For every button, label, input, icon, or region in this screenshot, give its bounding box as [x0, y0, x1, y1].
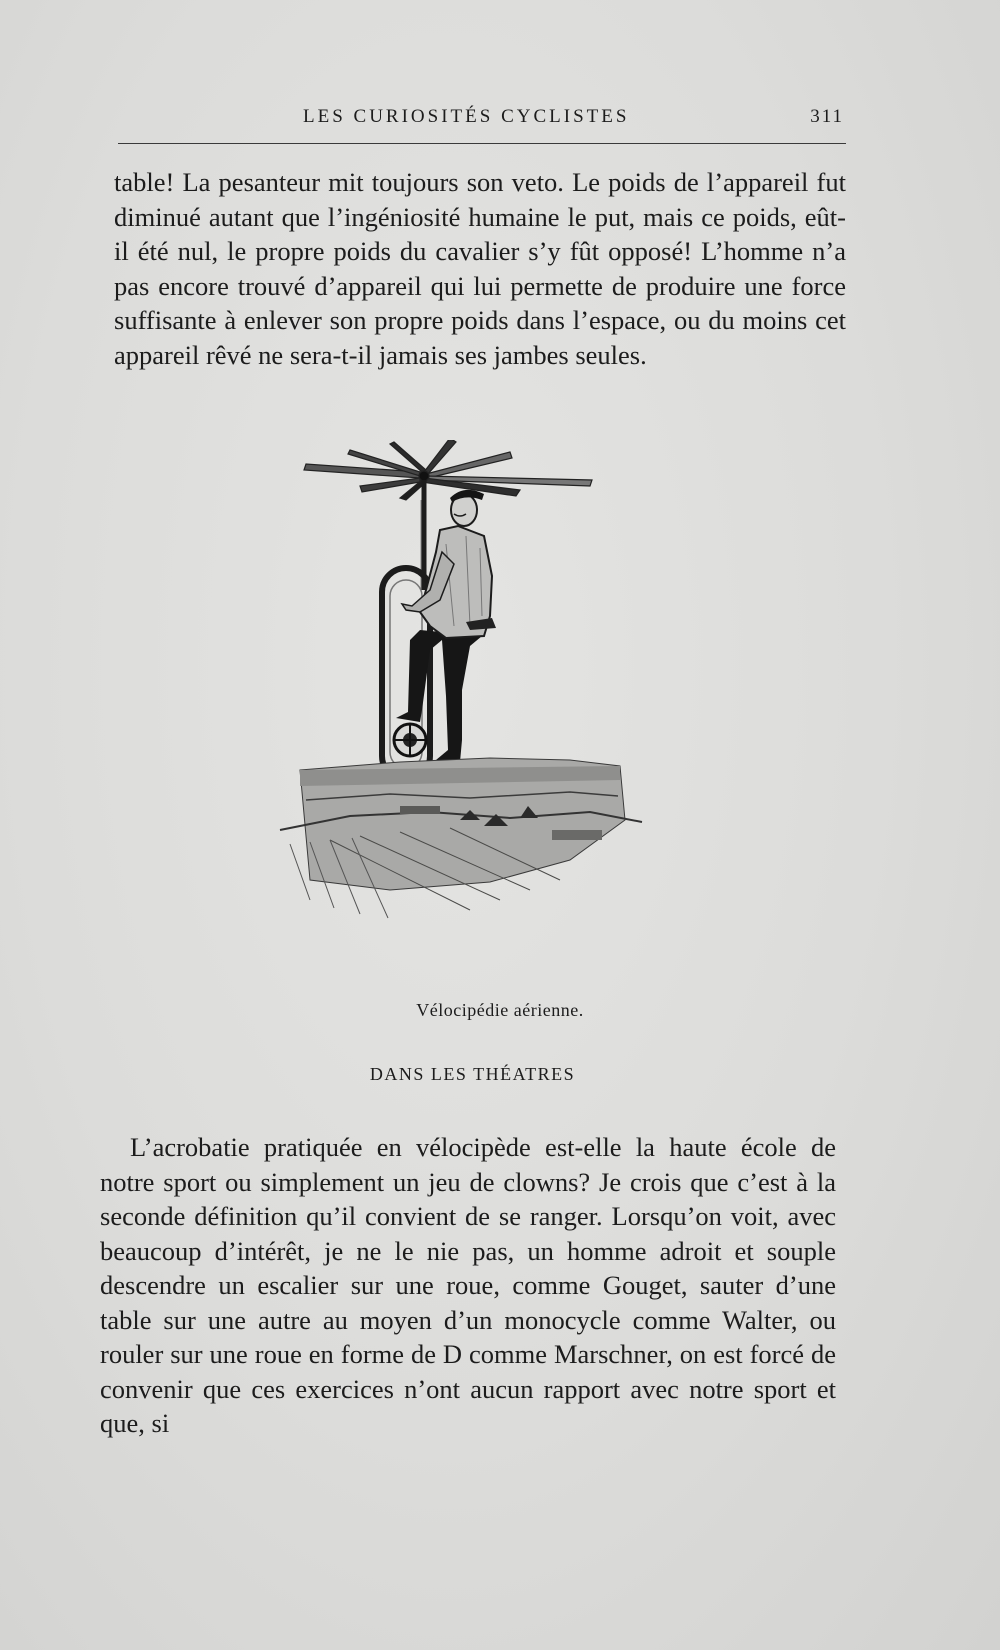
landscape-terrain [280, 758, 642, 918]
figure-caption: Vélocipédie aérienne. [416, 1000, 584, 1020]
rider-head [450, 490, 484, 526]
paragraph-continued: table! La pesanteur mit toujours son veto. Le poids de l’appareil fut diminué autant que l’ingéniosité humaine le put, mais ce poids, eût-il été nul, le propre poids du cavalier s’y fût opposé! L’homme n’a pas encore trouvé d’appareil qui lui permette de produire une force suffisante à enlever son propre poids dans l’espace, ou du moins cet appareil rêvé ne sera-t-il jamais ses jambes seules. [114, 167, 846, 370]
illustration-aerial-velocipede [270, 440, 670, 960]
section-heading: DANS LES THÉATRES [369, 1064, 576, 1084]
propeller-icon [304, 440, 592, 500]
header-rule [118, 143, 846, 144]
running-title: LES CURIOSITÉS CYCLISTES [303, 106, 630, 127]
gear-wheel-icon [394, 724, 426, 756]
page-number: 311 [810, 106, 844, 127]
running-head [118, 104, 848, 134]
paragraph: L’acrobatie pratiquée en vélocipède est-elle la haute école de notre sport ou simplement un jeu de clowns? Je crois que c’est à la seconde définition qu’il convient de se ranger. Lorsqu’on voit, avec beaucoup d’intérêt, je ne le nie pas, un homme adroit et souple descendre un escalier sur une roue, comme Gouget, sauter d’une table sur une autre au moyen d’un monocycle comme Walter, ou rouler sur une roue en forme de D comme Marschner, on est forcé de convenir que ces exercices n’ont aucun rapport avec notre sport et que, si [100, 1132, 836, 1438]
aerial-velocipede-engraving [270, 440, 670, 960]
